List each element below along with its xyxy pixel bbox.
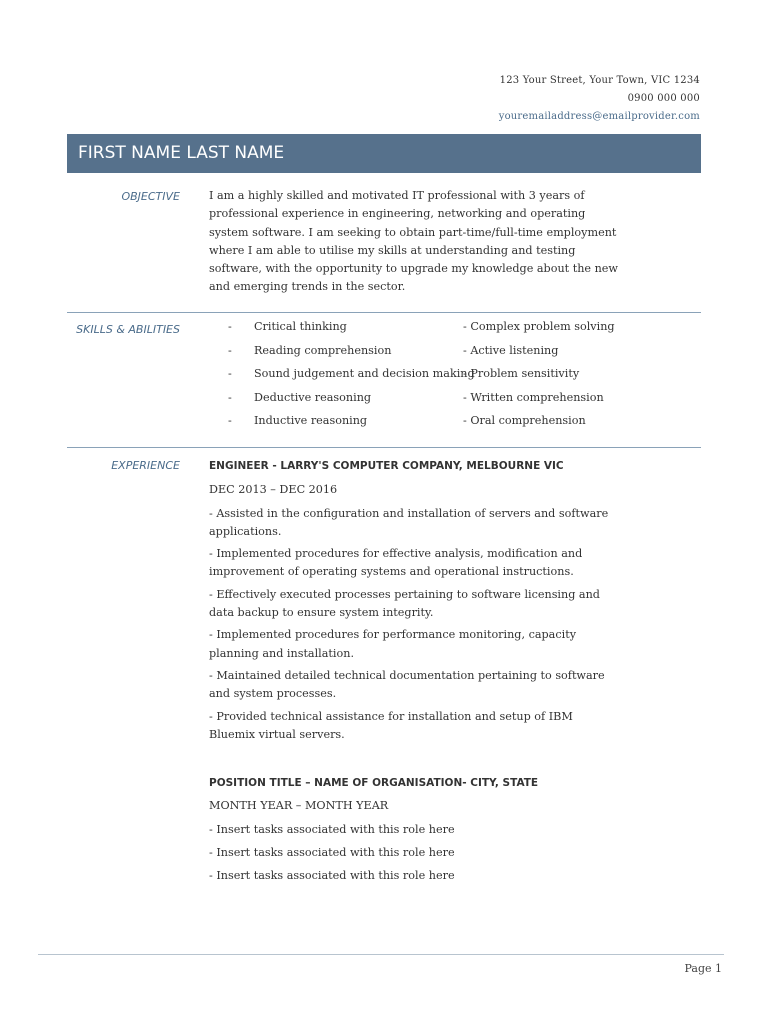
bullet-dash: - — [228, 367, 232, 380]
objective-text: I am a highly skilled and motivated IT professional with 3 years of professional experience in engineering, networking and operating system software. I am seeking to obtain part-time/full-time employment where I am able to utilise my skills at understanding and testing software, with the opportunity to upgrade my knowledge about the new and emerging trends in the sector. — [209, 189, 618, 294]
job-dates: MONTH YEAR – MONTH YEAR — [209, 799, 389, 813]
bullet-dash: - — [228, 320, 232, 333]
skill-left: Sound judgement and decision making — [254, 367, 475, 380]
bullet-dash: - — [228, 414, 232, 427]
job-title: POSITION TITLE – NAME OF ORGANISATION- CITY, STATE — [209, 777, 539, 789]
section-divider — [67, 312, 701, 313]
skill-left: Reading comprehension — [254, 343, 392, 357]
skill-right: - Written comprehension — [463, 390, 604, 404]
job-task: - Maintained detailed technical documentation pertaining to software and system processes. — [209, 668, 605, 701]
skill-row — [228, 414, 648, 438]
name-header: FIRST NAME LAST NAME — [67, 134, 701, 173]
experience-label: EXPERIENCE — [111, 459, 180, 472]
skill-right: - Complex problem solving — [463, 320, 615, 333]
skill-row — [228, 320, 648, 344]
job-task: - Insert tasks associated with this role here — [209, 869, 455, 883]
contact-phone: 0900 000 000 — [627, 93, 700, 104]
skill-right: - Problem sensitivity — [463, 367, 580, 380]
skills-list — [228, 320, 648, 438]
job-task: - Implemented procedures for performance monitoring, capacity planning and installation. — [209, 628, 577, 660]
skill-right: - Active listening — [463, 343, 559, 357]
skill-left: Critical thinking — [254, 320, 347, 333]
contact-address: 123 Your Street, Your Town, VIC 1234 — [499, 75, 700, 86]
skill-row — [228, 367, 648, 391]
skill-left: Deductive reasoning — [254, 390, 372, 404]
job-task: - Assisted in the configuration and installation of servers and software applications. — [209, 506, 609, 538]
skill-row — [228, 344, 648, 368]
bullet-dash: - — [228, 343, 232, 357]
skills-label: SKILLS & ABILITIES — [76, 323, 180, 336]
bullet-dash: - — [228, 390, 232, 404]
job-entry — [209, 774, 619, 889]
job-task: - Insert tasks associated with this role here — [209, 822, 455, 836]
objective-label: OBJECTIVE — [121, 190, 180, 203]
contact-block — [499, 72, 700, 126]
skill-left: Inductive reasoning — [254, 414, 368, 427]
skill-right: - Oral comprehension — [463, 414, 586, 427]
section-divider — [67, 447, 701, 448]
job-entry — [209, 457, 619, 748]
page-number: Page 1 — [684, 962, 722, 975]
contact-email[interactable]: youremailaddress@emailprovider.com — [498, 111, 700, 122]
footer-divider — [38, 954, 724, 955]
job-title: ENGINEER - LARRY'S COMPUTER COMPANY, MELBOURNE VIC — [209, 460, 564, 472]
skill-row — [228, 391, 648, 415]
job-task: - Insert tasks associated with this role here — [209, 845, 455, 859]
job-task: - Provided technical assistance for installation and setup of IBM Bluemix virtual servers. — [209, 709, 573, 741]
job-task: - Effectively executed processes pertaining to software licensing and data backup to ensure system integrity. — [209, 587, 600, 620]
job-dates: DEC 2013 – DEC 2016 — [209, 483, 338, 497]
job-task: - Implemented procedures for effective analysis, modification and improvement of operating systems and operational instructions. — [209, 547, 583, 579]
